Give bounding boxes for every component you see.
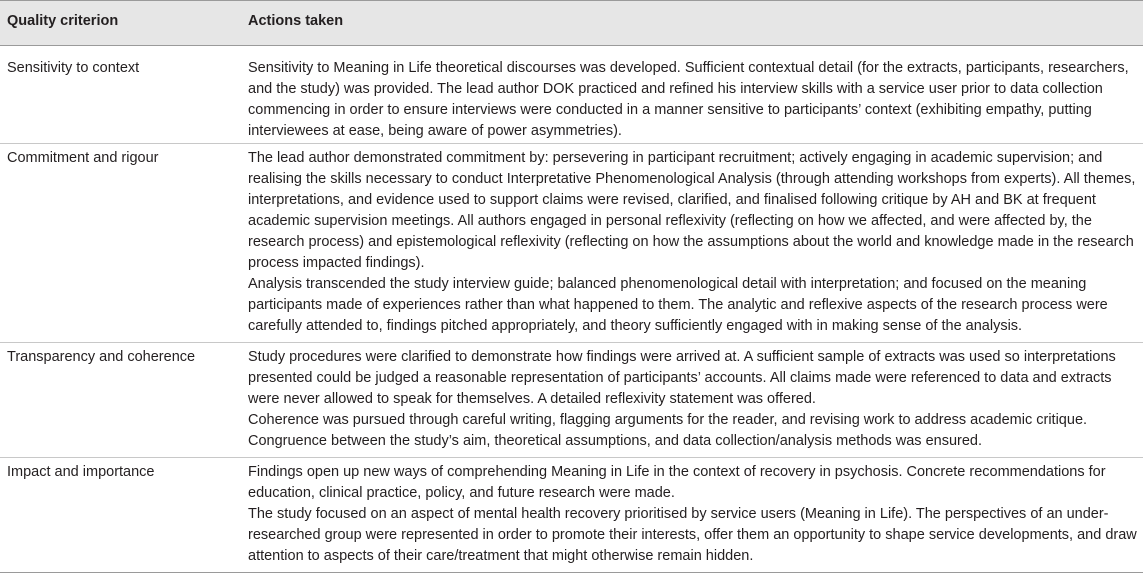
actions-paragraph: The lead author demonstrated commitment by: persevering in participant recruitment; actively engaging in academic supervision; and realising the skills necessary to conduct Interpretative Phenomenological Analysis (through attending workshops from experts). All themes, interpretations, and evidence used to support claims were revised, clarified, and finalised following critique by AH and BK at frequent academic supervision meetings. All authors engaged in personal reflexivity (reflecting on how we affected, and were affected by, the research process) and epistemological reflexivity (reflecting on how the assumptions about the world and knowledge made in the research process impacted findings).	[248, 150, 1136, 271]
table-header	[0, 0, 1143, 46]
criterion-cell: Sensitivity to context	[7, 60, 140, 76]
actions-paragraph: Coherence was pursued through careful writing, flagging arguments for the reader, and revising work to address academic critique. Congruence between the study’s aim, theoretical assumptions, and data collection/analysis methods was ensured.	[248, 412, 1088, 449]
table-row	[0, 458, 1143, 573]
table-row	[0, 144, 1143, 343]
header-quality-criterion: Quality criterion	[7, 13, 119, 29]
actions-paragraph: The study focused on an aspect of mental health recovery prioritised by service users (Meaning in Life). The perspectives of an under-researched group were represented in order to promote their interests, offer them an opportunity to shape service developments, and draw attention to aspects of their care/treatment that might otherwise remain hidden.	[248, 506, 1137, 564]
table-row	[0, 46, 1143, 144]
actions-cell	[248, 144, 1140, 342]
actions-cell	[248, 458, 1140, 572]
actions-cell	[248, 343, 1140, 457]
criterion-cell: Commitment and rigour	[7, 150, 159, 166]
table-row	[0, 343, 1143, 458]
actions-cell	[248, 46, 1140, 147]
actions-paragraph: Findings open up new ways of comprehending Meaning in Life in the context of recovery in psychosis. Concrete recommendations for education, clinical practice, policy, and future research were made.	[248, 464, 1106, 501]
actions-paragraph: Sensitivity to Meaning in Life theoretical discourses was developed. Sufficient contextual detail (for the extracts, participants, researchers, and the study) was provided. The lead author DOK practiced and refined his interview skills with a service user prior to data collection commencing in order to ensure interviews were conducted in a manner sensitive to participants’ context (exhibiting empathy, putting interviewees at ease, being aware of power asymmetries).	[248, 60, 1129, 139]
actions-paragraph: Study procedures were clarified to demonstrate how findings were arrived at. A sufficient sample of extracts was used so interpretations presented could be judged a reasonable representation of participants’ accounts. All claims made were referenced to data and extracts were never allowed to speak for themselves. A detailed reflexivity statement was offered.	[248, 349, 1116, 407]
header-actions-taken: Actions taken	[248, 13, 344, 29]
criterion-cell: Transparency and coherence	[7, 349, 196, 365]
criterion-cell: Impact and importance	[7, 464, 155, 480]
actions-paragraph: Analysis transcended the study interview guide; balanced phenomenological detail with interpretation; and focused on the meaning participants made of experiences rather than what happened to them. The analytic and reflexive aspects of the research process were carefully attended to, findings pitched appropriately, and theory sufficiently engaged with in making sense of the analysis.	[248, 276, 1108, 334]
